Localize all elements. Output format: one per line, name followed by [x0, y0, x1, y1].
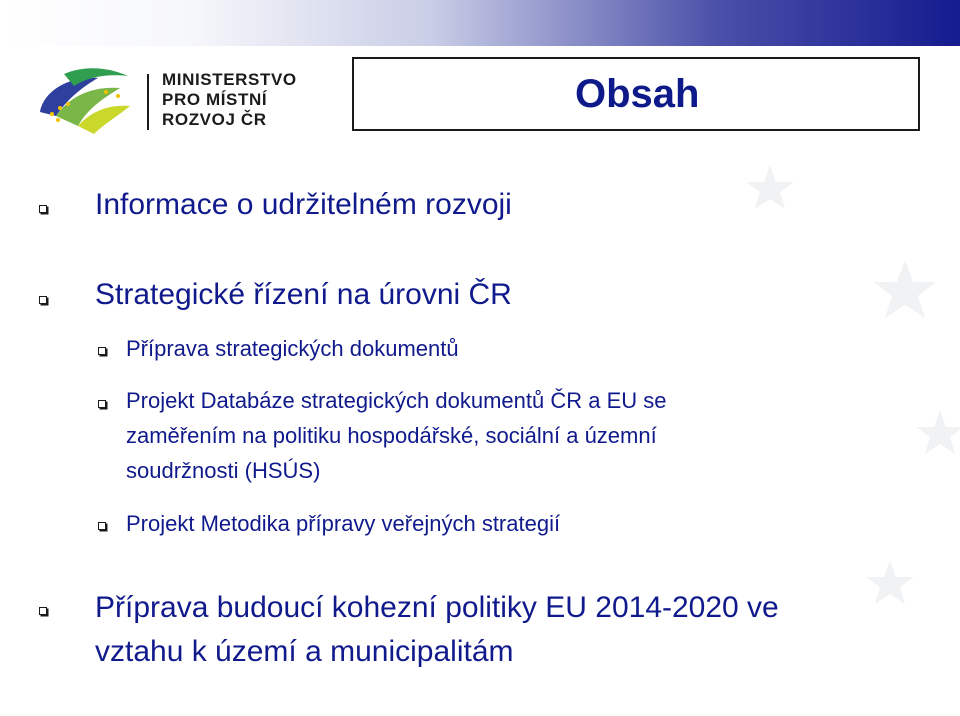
- agenda-subitem: Projekt Metodika přípravy veřejných strategií: [126, 511, 561, 536]
- agenda-subitem: Příprava strategických dokumentů: [126, 336, 459, 361]
- ministry-logo-icon: [34, 64, 134, 136]
- agenda-subitem: Projekt Databáze strategických dokumentů ČR a EU se: [126, 388, 667, 413]
- bullet-icon: [98, 400, 106, 408]
- ministry-name-line: ROZVOJ ČR: [162, 110, 267, 129]
- agenda-subitem-line: zaměřením na politiku hospodářské, sociální a územní: [126, 423, 657, 448]
- slide-title: Obsah: [575, 72, 700, 116]
- logo-divider: [147, 74, 149, 130]
- agenda-subitem-line: soudržnosti (HSÚS): [126, 458, 321, 483]
- bullet-icon: [39, 205, 47, 213]
- agenda-item: Strategické řízení na úrovni ČR: [95, 278, 512, 311]
- bullet-icon: [39, 296, 47, 304]
- bullet-icon: [98, 347, 106, 355]
- ministry-name: [162, 70, 297, 130]
- ministry-name-line: MINISTERSTVO: [162, 70, 297, 89]
- bullet-icon: [98, 522, 106, 530]
- bullet-icon: [39, 607, 47, 615]
- agenda-item-line: vztahu k území a municipalitám: [95, 635, 514, 668]
- agenda-item: Informace o udržitelném rozvoji: [95, 188, 512, 221]
- ministry-name-line: PRO MÍSTNÍ: [162, 90, 268, 109]
- agenda-item: Příprava budoucí kohezní politiky EU 2014-2020 ve: [95, 591, 779, 624]
